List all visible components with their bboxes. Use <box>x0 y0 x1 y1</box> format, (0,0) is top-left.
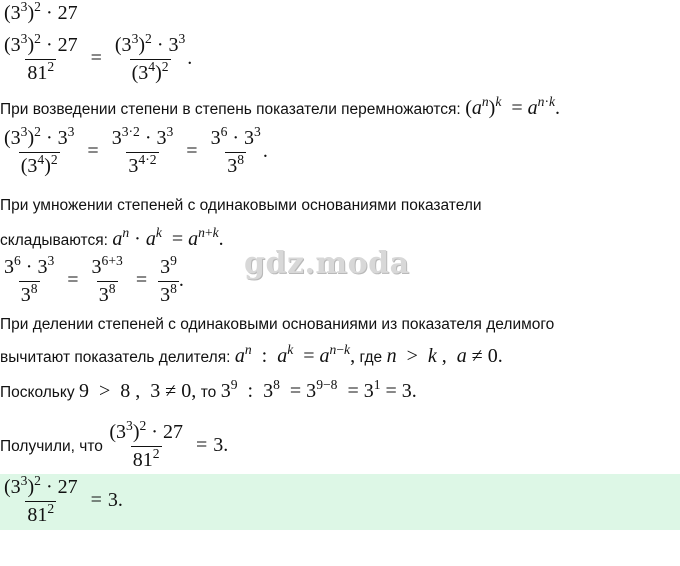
div-condition: n > k , a ≠ 0. <box>386 345 503 367</box>
answer-box <box>0 474 680 530</box>
power-rule-formula: $(a^n)^k = a^{n\cdot k}$. <box>465 93 561 119</box>
div-rule-formula: $a^n$ : $a^k = a^{n-k}$, <box>234 341 356 367</box>
got-word: Получили, что <box>0 437 103 455</box>
mult-rule-formula: $a^n \cdot a^k = a^{n+k}$. <box>112 224 224 250</box>
result-formula: $\frac{(3^3)^2 \cdot 27}{81^2}$ = 3. <box>109 417 229 471</box>
answer-formula: $\frac{(3^3)^2 \cdot 27}{81^2}$ = 3. <box>4 472 123 526</box>
mult-rule-line-1: При умножении степеней с одинаковыми основаниями показатели <box>0 197 482 214</box>
since-word: Поскольку <box>0 384 75 401</box>
div-cond-word: где <box>359 349 383 366</box>
equation-step-3: $\frac{3^6 \cdot 3^3}{3^8}$ = $\frac{3^{6+3}}{3^8}$ = $\frac{3^9}{3^8}$ . <box>4 252 184 306</box>
power-rule-line <box>0 93 561 120</box>
div-rule-text: вычитают показатель делителя: <box>0 349 231 366</box>
since-condition: 9 > 8 , 3 ≠ 0, <box>79 380 197 402</box>
equation-step-2: $\frac{(3^3)^2 \cdot 3^3}{(3^4)^2}$ = $\frac{3^{3\cdot 2} \cdot 3^3}{3^{4\cdot 2}}$ = $\frac{3^6 \cdot 3^3}{3^8}$ . <box>4 123 268 177</box>
power-rule-text: При возведении степени в степень показатели перемножаются: <box>0 101 461 118</box>
result-line <box>0 417 229 472</box>
expression-original: $(3^3)^2 \cdot 27$ <box>4 0 78 24</box>
div-rule-line-2 <box>0 341 503 368</box>
mult-rule-line-2 <box>0 224 224 251</box>
then-word: то <box>200 384 217 401</box>
since-result: $3^9$ : $3^8 = 3^{9-8} = 3^1 = 3$. <box>220 376 417 402</box>
fraction-lhs: $\frac{(3^3)^2 \cdot 27}{81^2}$ <box>4 30 78 84</box>
since-line <box>0 376 417 403</box>
watermark-logo: gdz.moda <box>244 246 410 281</box>
div-rule-line-1: При делении степеней с одинаковыми основаниями из показателя делимого <box>0 316 555 333</box>
fraction-rhs: $\frac{(3^3)^2 \cdot 3^3}{(3^4)^2}$ <box>114 30 186 84</box>
equation-step-1: $\frac{(3^3)^2 \cdot 27}{81^2}$ = $\frac{(3^3)^2 \cdot 3^3}{(3^4)^2}$ . <box>4 30 193 84</box>
mult-rule-text: складываются: <box>0 232 108 249</box>
